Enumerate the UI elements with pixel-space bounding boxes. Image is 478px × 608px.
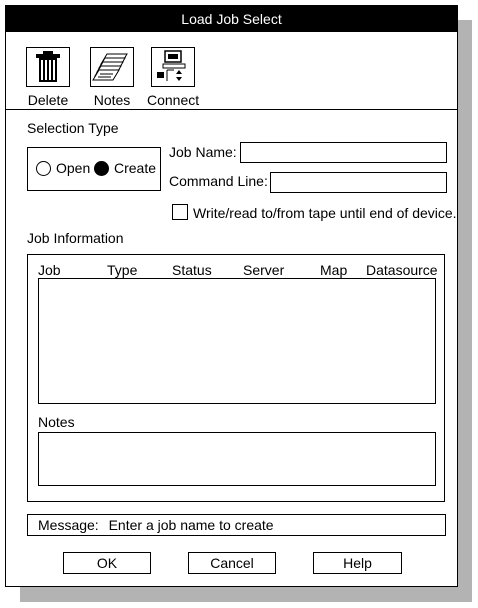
delete-button[interactable] (26, 47, 70, 108)
message-text: Enter a job name to create (108, 517, 274, 533)
trash-can-icon (26, 47, 70, 87)
selection-type-group (27, 147, 161, 191)
job-information-heading: Job Information (27, 230, 124, 246)
help-button[interactable]: Help (313, 552, 402, 574)
ok-button[interactable]: OK (63, 552, 151, 574)
tape-checkbox-label: Write/read to/from tape until end of device. (193, 205, 457, 221)
job-name-label: Job Name: (169, 144, 237, 160)
job-list[interactable] (38, 278, 436, 404)
column-header-map: Map (320, 262, 348, 278)
delete-label: Delete (27, 92, 69, 108)
notes-button[interactable] (90, 47, 134, 108)
terminal-connect-icon (151, 47, 195, 87)
radio-create[interactable] (94, 160, 156, 176)
stacked-notes-icon (90, 47, 134, 87)
message-label: Message: (38, 517, 99, 533)
job-name-field[interactable] (240, 142, 447, 163)
radio-open[interactable] (36, 160, 90, 176)
cancel-button[interactable]: Cancel (188, 552, 276, 574)
command-line-field[interactable] (270, 172, 447, 193)
column-header-server: Server (243, 262, 285, 278)
radio-create-indicator[interactable] (94, 161, 109, 176)
notes-textarea[interactable] (38, 432, 436, 486)
radio-open-label: Open (56, 160, 91, 176)
notes-heading: Notes (38, 414, 75, 430)
window-title: Load Job Select (181, 11, 282, 27)
column-header-job: Job (38, 262, 61, 278)
title-bar (6, 6, 457, 32)
connect-label: Connect (147, 92, 200, 108)
selection-type-heading: Selection Type (27, 120, 119, 136)
connect-button[interactable] (147, 47, 199, 108)
notes-label: Notes (93, 92, 131, 108)
toolbar-divider (6, 109, 457, 110)
radio-create-label: Create (114, 160, 157, 176)
command-line-label: Command Line: (169, 173, 268, 189)
column-header-status: Status (172, 262, 212, 278)
column-header-type: Type (107, 262, 138, 278)
column-header-datasource: Datasource (366, 262, 438, 278)
load-job-select-dialog (5, 5, 458, 587)
radio-open-indicator[interactable] (36, 161, 51, 176)
tape-checkbox[interactable] (172, 204, 188, 220)
message-bar (27, 514, 446, 536)
